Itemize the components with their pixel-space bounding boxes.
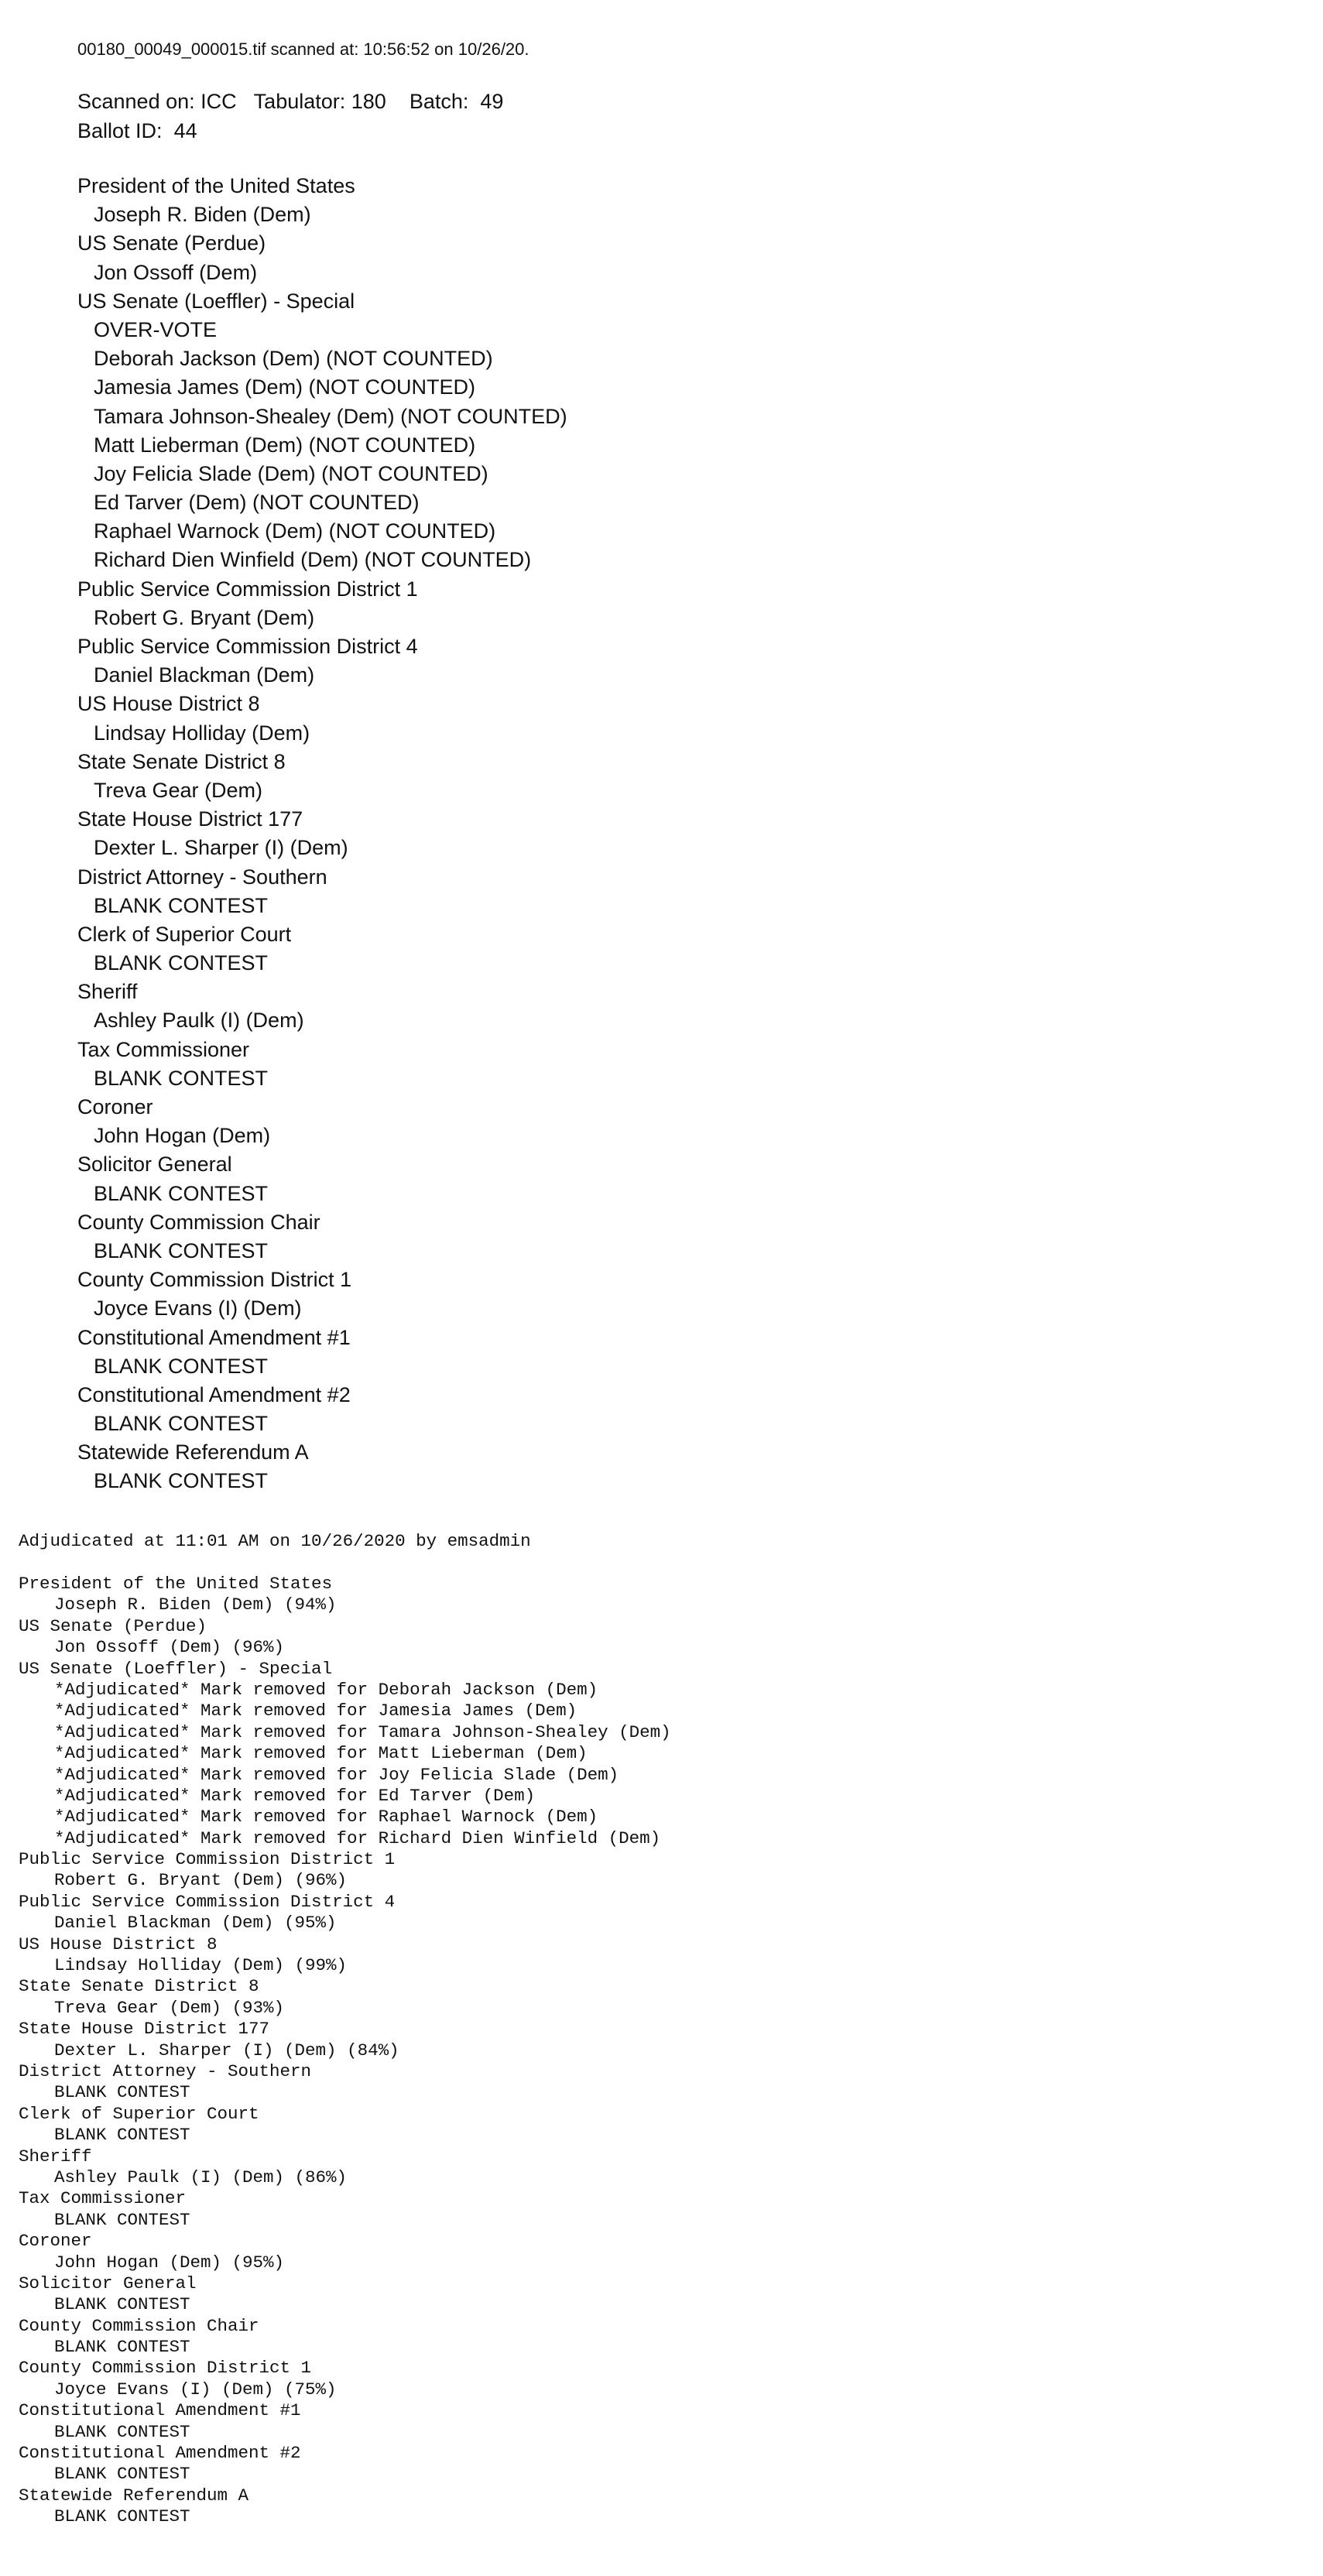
contest-choice: Joy Felicia Slade (Dem) (NOT COUNTED) bbox=[94, 461, 488, 485]
contest-title: Solicitor General bbox=[77, 1153, 232, 1177]
contest-title: Solicitor General bbox=[19, 2273, 197, 2293]
contest-choice: Deborah Jackson (Dem) (NOT COUNTED) bbox=[94, 347, 493, 371]
contest-choice: *Adjudicated* Mark removed for Raphael Warnock (Dem) bbox=[54, 1807, 598, 1828]
contest-choice: Ashley Paulk (I) (Dem) (86%) bbox=[54, 2167, 348, 2187]
contest-choice: BLANK CONTEST bbox=[54, 2082, 190, 2103]
contest-choice: BLANK CONTEST bbox=[94, 1412, 269, 1436]
contest-title: Tax Commissioner bbox=[77, 1037, 250, 1061]
contest-title: Sheriff bbox=[77, 980, 138, 1004]
scanned-on-label: Scanned on: bbox=[77, 90, 195, 113]
contest-choice: Ashley Paulk (I) (Dem) bbox=[94, 1009, 304, 1033]
contest-choice: Ed Tarver (Dem) (NOT COUNTED) bbox=[94, 491, 420, 515]
contest-choice: Robert G. Bryant (Dem) (96%) bbox=[54, 1870, 348, 1891]
contest-choice: Joyce Evans (I) (Dem) bbox=[94, 1297, 302, 1321]
contest-choice: Dexter L. Sharper (I) (Dem) bbox=[94, 836, 348, 860]
contest-choice: Lindsay Holliday (Dem) (99%) bbox=[54, 1955, 348, 1976]
contest-choice: John Hogan (Dem) bbox=[94, 1124, 271, 1148]
contest-choice: BLANK CONTEST bbox=[54, 2421, 190, 2442]
contest-choice: BLANK CONTEST bbox=[54, 2337, 190, 2358]
contest-title: Public Service Commission District 1 bbox=[77, 577, 418, 601]
contest-choice: BLANK CONTEST bbox=[94, 893, 269, 917]
contest-choice: Lindsay Holliday (Dem) bbox=[94, 721, 310, 745]
contest-title: Statewide Referendum A bbox=[77, 1440, 309, 1464]
contest-title: Coroner bbox=[19, 2231, 92, 2252]
contest-title: Constitutional Amendment #2 bbox=[19, 2443, 301, 2464]
contest-title: State House District 177 bbox=[77, 807, 303, 831]
contest-title: US Senate (Loeffler) - Special bbox=[19, 1658, 333, 1679]
contest-choice: OVER-VOTE bbox=[94, 317, 218, 341]
contest-choice: *Adjudicated* Mark removed for Matt Lieberman (Dem) bbox=[54, 1743, 588, 1764]
contest-choice: BLANK CONTEST bbox=[94, 951, 269, 975]
tabulator-value: 180 bbox=[351, 90, 386, 113]
contest-title: US House District 8 bbox=[19, 1934, 218, 1954]
contest-list bbox=[77, 172, 567, 1496]
batch-value: 49 bbox=[480, 90, 504, 113]
contest-title: District Attorney - Southern bbox=[77, 865, 327, 889]
contest-title: Constitutional Amendment #2 bbox=[77, 1382, 351, 1406]
scan-info-block bbox=[77, 87, 503, 146]
contest-choice: *Adjudicated* Mark removed for Deborah Jackson (Dem) bbox=[54, 1679, 598, 1700]
contest-choice: BLANK CONTEST bbox=[94, 1469, 269, 1493]
contest-choice: *Adjudicated* Mark removed for Jamesia James (Dem) bbox=[54, 1701, 578, 1721]
contest-title: Clerk of Superior Court bbox=[19, 2103, 259, 2124]
contest-choice: Tamara Johnson-Shealey (Dem) (NOT COUNTED) bbox=[94, 404, 567, 428]
contest-choice: Joyce Evans (I) (Dem) (75%) bbox=[54, 2379, 337, 2400]
adjudicated-contest-list bbox=[19, 1574, 671, 2528]
contest-choice: Matt Lieberman (Dem) (NOT COUNTED) bbox=[94, 433, 476, 457]
contest-title: District Attorney - Southern bbox=[19, 2060, 312, 2081]
contest-title: County Commission District 1 bbox=[77, 1268, 352, 1292]
contest-choice: *Adjudicated* Mark removed for Richard Dien Winfield (Dem) bbox=[54, 1828, 661, 1848]
contest-title: Constitutional Amendment #1 bbox=[19, 2400, 301, 2421]
contest-choice: *Adjudicated* Mark removed for Ed Tarver (Dem) bbox=[54, 1785, 536, 1806]
batch-label: Batch: bbox=[409, 90, 469, 113]
adjudication-header: Adjudicated at 11:01 AM on 10/26/2020 by emsadmin bbox=[19, 1531, 531, 1551]
contest-choice: Treva Gear (Dem) bbox=[94, 778, 263, 802]
contest-choice: BLANK CONTEST bbox=[54, 2506, 190, 2527]
contest-choice: BLANK CONTEST bbox=[54, 2294, 190, 2315]
ballot-id-label: Ballot ID: bbox=[77, 119, 163, 142]
contest-title: President of the United States bbox=[77, 174, 355, 197]
contest-choice: Jon Ossoff (Dem) bbox=[94, 260, 258, 284]
contest-choice: Treva Gear (Dem) (93%) bbox=[54, 1997, 285, 2018]
contest-choice: Joseph R. Biden (Dem) bbox=[94, 203, 311, 227]
contest-choice: Daniel Blackman (Dem) (95%) bbox=[54, 1913, 337, 1934]
contest-title: US Senate (Perdue) bbox=[19, 1615, 207, 1636]
contest-title: Constitutional Amendment #1 bbox=[77, 1325, 351, 1349]
contest-title: Clerk of Superior Court bbox=[77, 922, 292, 946]
contest-title: US Senate (Perdue) bbox=[77, 231, 266, 255]
contest-title: Public Service Commission District 1 bbox=[19, 1849, 396, 1870]
contest-title: County Commission District 1 bbox=[19, 2358, 312, 2379]
contest-choice: John Hogan (Dem) (95%) bbox=[54, 2252, 285, 2273]
file-scan-header: 00180_00049_000015.tif scanned at: 10:56:52 on 10/26/20. bbox=[77, 39, 530, 59]
contest-title: US House District 8 bbox=[77, 692, 260, 716]
contest-choice: Jon Ossoff (Dem) (96%) bbox=[54, 1637, 285, 1658]
ballot-id-value: 44 bbox=[173, 119, 197, 142]
contest-choice: Robert G. Bryant (Dem) bbox=[94, 605, 315, 629]
contest-choice: Daniel Blackman (Dem) bbox=[94, 663, 315, 687]
contest-choice: *Adjudicated* Mark removed for Joy Felicia Slade (Dem) bbox=[54, 1764, 619, 1785]
contest-choice: *Adjudicated* Mark removed for Tamara Johnson-Shealey (Dem) bbox=[54, 1721, 671, 1742]
contest-choice: BLANK CONTEST bbox=[94, 1354, 269, 1378]
scanned-on-value: ICC bbox=[201, 90, 237, 113]
contest-choice: Jamesia James (Dem) (NOT COUNTED) bbox=[94, 375, 476, 399]
contest-title: County Commission Chair bbox=[77, 1210, 320, 1234]
scan-info-row bbox=[77, 87, 503, 116]
contest-choice: Richard Dien Winfield (Dem) (NOT COUNTED) bbox=[94, 548, 532, 572]
contest-choice: BLANK CONTEST bbox=[54, 2464, 190, 2485]
contest-title: State Senate District 8 bbox=[77, 749, 286, 773]
contest-choice: BLANK CONTEST bbox=[94, 1238, 269, 1262]
contest-title: Public Service Commission District 4 bbox=[19, 1891, 396, 1912]
tabulator-label: Tabulator: bbox=[253, 90, 346, 113]
contest-title: State House District 177 bbox=[19, 2019, 270, 2040]
contest-title: Coroner bbox=[77, 1095, 153, 1118]
contest-title: County Commission Chair bbox=[19, 2315, 259, 2336]
contest-choice: BLANK CONTEST bbox=[94, 1066, 269, 1090]
contest-title: Tax Commissioner bbox=[19, 2188, 187, 2209]
contest-title: Sheriff bbox=[19, 2146, 92, 2167]
contest-choice: BLANK CONTEST bbox=[94, 1181, 269, 1205]
contest-choice: Joseph R. Biden (Dem) (94%) bbox=[54, 1595, 337, 1615]
contest-choice: BLANK CONTEST bbox=[54, 2125, 190, 2146]
contest-title: President of the United States bbox=[19, 1574, 333, 1594]
contest-title: Public Service Commission District 4 bbox=[77, 635, 418, 658]
contest-title: US Senate (Loeffler) - Special bbox=[77, 289, 355, 313]
contest-title: State Senate District 8 bbox=[19, 1976, 259, 1997]
contest-choice: Raphael Warnock (Dem) (NOT COUNTED) bbox=[94, 519, 496, 543]
contest-choice: BLANK CONTEST bbox=[54, 2209, 190, 2230]
ballot-id-row bbox=[77, 116, 503, 146]
contest-title: Statewide Referendum A bbox=[19, 2485, 249, 2506]
contest-choice: Dexter L. Sharper (I) (Dem) (84%) bbox=[54, 2040, 399, 2060]
